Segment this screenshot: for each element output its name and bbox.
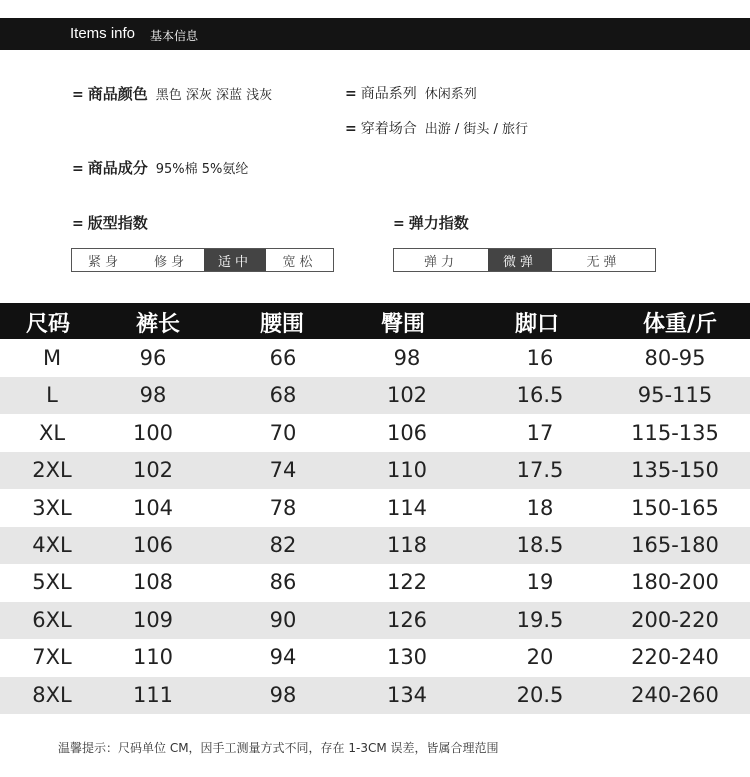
table-cell: 78 — [269, 495, 297, 520]
table-row — [0, 340, 750, 377]
elastic-index-scale — [393, 248, 656, 272]
elastic-option-stretch: 弹力 — [423, 254, 458, 270]
elastic-index-title — [393, 212, 469, 233]
table-cell: L — [46, 383, 58, 408]
table-cell: 240-260 — [631, 682, 719, 707]
table-cell: 110 — [386, 458, 428, 483]
size-table-header — [0, 303, 750, 339]
col-header-hem: 脚口 — [514, 312, 560, 337]
table-row — [0, 415, 750, 452]
table-cell: 68 — [269, 383, 297, 408]
section-title-cn: 基本信息 — [150, 29, 199, 43]
attr-occasion — [345, 118, 528, 138]
table-cell: 90 — [269, 607, 297, 632]
attr-material — [72, 157, 248, 178]
table-cell: 114 — [386, 495, 428, 520]
table-cell: 7XL — [32, 645, 72, 670]
table-cell: 98 — [139, 383, 167, 408]
table-cell: 66 — [269, 346, 297, 370]
table-row — [0, 564, 750, 601]
table-cell: M — [42, 346, 62, 370]
table-cell: 6XL — [32, 607, 72, 632]
table-cell: 200-220 — [631, 607, 719, 632]
table-cell: 106 — [132, 533, 174, 557]
table-cell: 96 — [139, 346, 167, 370]
section-title-en: Items info — [70, 25, 136, 42]
table-cell: 17 — [526, 420, 554, 445]
table-cell: 70 — [269, 420, 297, 445]
fit-index-label: 版型指数 — [87, 214, 148, 232]
table-cell: 94 — [269, 645, 297, 670]
table-cell: 18.5 — [516, 533, 564, 557]
attr-color-key: 商品颜色 — [87, 85, 148, 103]
table-row — [0, 452, 750, 489]
section-header-bar — [0, 18, 750, 50]
attr-series-value: 休闲系列 — [424, 87, 477, 102]
bullet-marker: = — [393, 216, 405, 232]
table-cell: 3XL — [32, 495, 72, 520]
table-row — [0, 677, 750, 714]
elastic-option-slight: 微弹 — [488, 249, 552, 271]
table-cell: 106 — [386, 420, 428, 445]
table-cell: 118 — [386, 533, 428, 557]
table-row — [0, 639, 750, 676]
table-cell: 98 — [393, 346, 421, 370]
bullet-marker: = — [345, 86, 357, 102]
table-cell: 4XL — [32, 533, 72, 557]
elastic-index-label: 弹力指数 — [408, 214, 469, 232]
table-cell: 108 — [132, 570, 174, 595]
attr-material-value: 95%棉 5%氨纶 — [155, 162, 249, 177]
bullet-marker: = — [72, 161, 84, 177]
attr-material-key: 商品成分 — [87, 159, 148, 177]
table-cell: 20.5 — [516, 682, 564, 707]
table-row — [0, 377, 750, 414]
table-cell: 110 — [132, 645, 174, 670]
attr-color — [72, 83, 272, 104]
table-cell: 126 — [386, 607, 428, 632]
fit-option-tight: 紧身 — [87, 254, 122, 270]
table-cell: 98 — [269, 682, 297, 707]
table-cell: 2XL — [32, 458, 72, 483]
attr-color-value: 黑色 深灰 深蓝 浅灰 — [155, 88, 273, 103]
table-cell: 95-115 — [637, 383, 713, 408]
table-cell: 82 — [269, 533, 297, 557]
attr-occasion-key: 穿着场合 — [360, 121, 417, 137]
fit-index-title — [72, 212, 148, 233]
table-cell: 135-150 — [631, 458, 719, 483]
table-cell: 134 — [386, 682, 428, 707]
table-cell: 20 — [526, 645, 554, 670]
table-cell: 102 — [132, 458, 174, 483]
table-cell: 5XL — [32, 570, 72, 595]
col-header-hip: 臀围 — [380, 312, 426, 337]
col-header-waist: 腰围 — [259, 312, 305, 337]
table-cell: 16 — [526, 346, 554, 370]
table-cell: 130 — [386, 645, 428, 670]
table-cell: 19 — [526, 570, 554, 595]
table-cell: 104 — [132, 495, 174, 520]
table-row — [0, 527, 750, 564]
table-cell: 18 — [526, 495, 554, 520]
col-header-size: 尺码 — [25, 312, 71, 337]
table-cell: 86 — [269, 570, 297, 595]
table-cell: 115-135 — [631, 420, 719, 445]
attr-occasion-value: 出游 / 街头 / 旅行 — [424, 122, 529, 137]
table-cell: 111 — [132, 682, 174, 707]
fit-option-regular: 适中 — [204, 249, 266, 271]
table-cell: 102 — [386, 383, 428, 408]
table-row — [0, 602, 750, 639]
table-cell: 220-240 — [631, 645, 719, 670]
fit-option-slim: 修身 — [153, 254, 188, 270]
table-cell: 100 — [132, 420, 174, 445]
elastic-option-none: 无弹 — [586, 254, 621, 270]
bullet-marker: = — [72, 216, 84, 232]
table-cell: 80-95 — [644, 346, 706, 370]
fit-option-loose: 宽松 — [282, 254, 317, 270]
table-cell: 109 — [132, 607, 174, 632]
table-cell: 16.5 — [516, 383, 564, 408]
table-cell: 17.5 — [516, 458, 564, 483]
col-header-weight: 体重/斤 — [642, 312, 718, 337]
table-cell: 165-180 — [631, 533, 719, 557]
attr-series — [345, 83, 477, 103]
size-note: 温馨提示：尺码单位 CM，因手工测量方式不同，存在 1-3CM 误差，皆属合理范围 — [58, 741, 499, 755]
table-cell: 8XL — [32, 682, 72, 707]
table-cell: 19.5 — [516, 607, 564, 632]
table-cell: 150-165 — [631, 495, 719, 520]
bullet-marker: = — [345, 121, 357, 137]
col-header-length: 裤长 — [135, 312, 181, 337]
table-cell: 180-200 — [631, 570, 719, 595]
table-cell: 74 — [269, 458, 297, 483]
fit-index-scale — [71, 248, 334, 272]
table-cell: XL — [38, 420, 66, 445]
attr-series-key: 商品系列 — [360, 86, 417, 102]
table-row — [0, 490, 750, 527]
bullet-marker: = — [72, 87, 84, 103]
table-cell: 122 — [386, 570, 428, 595]
